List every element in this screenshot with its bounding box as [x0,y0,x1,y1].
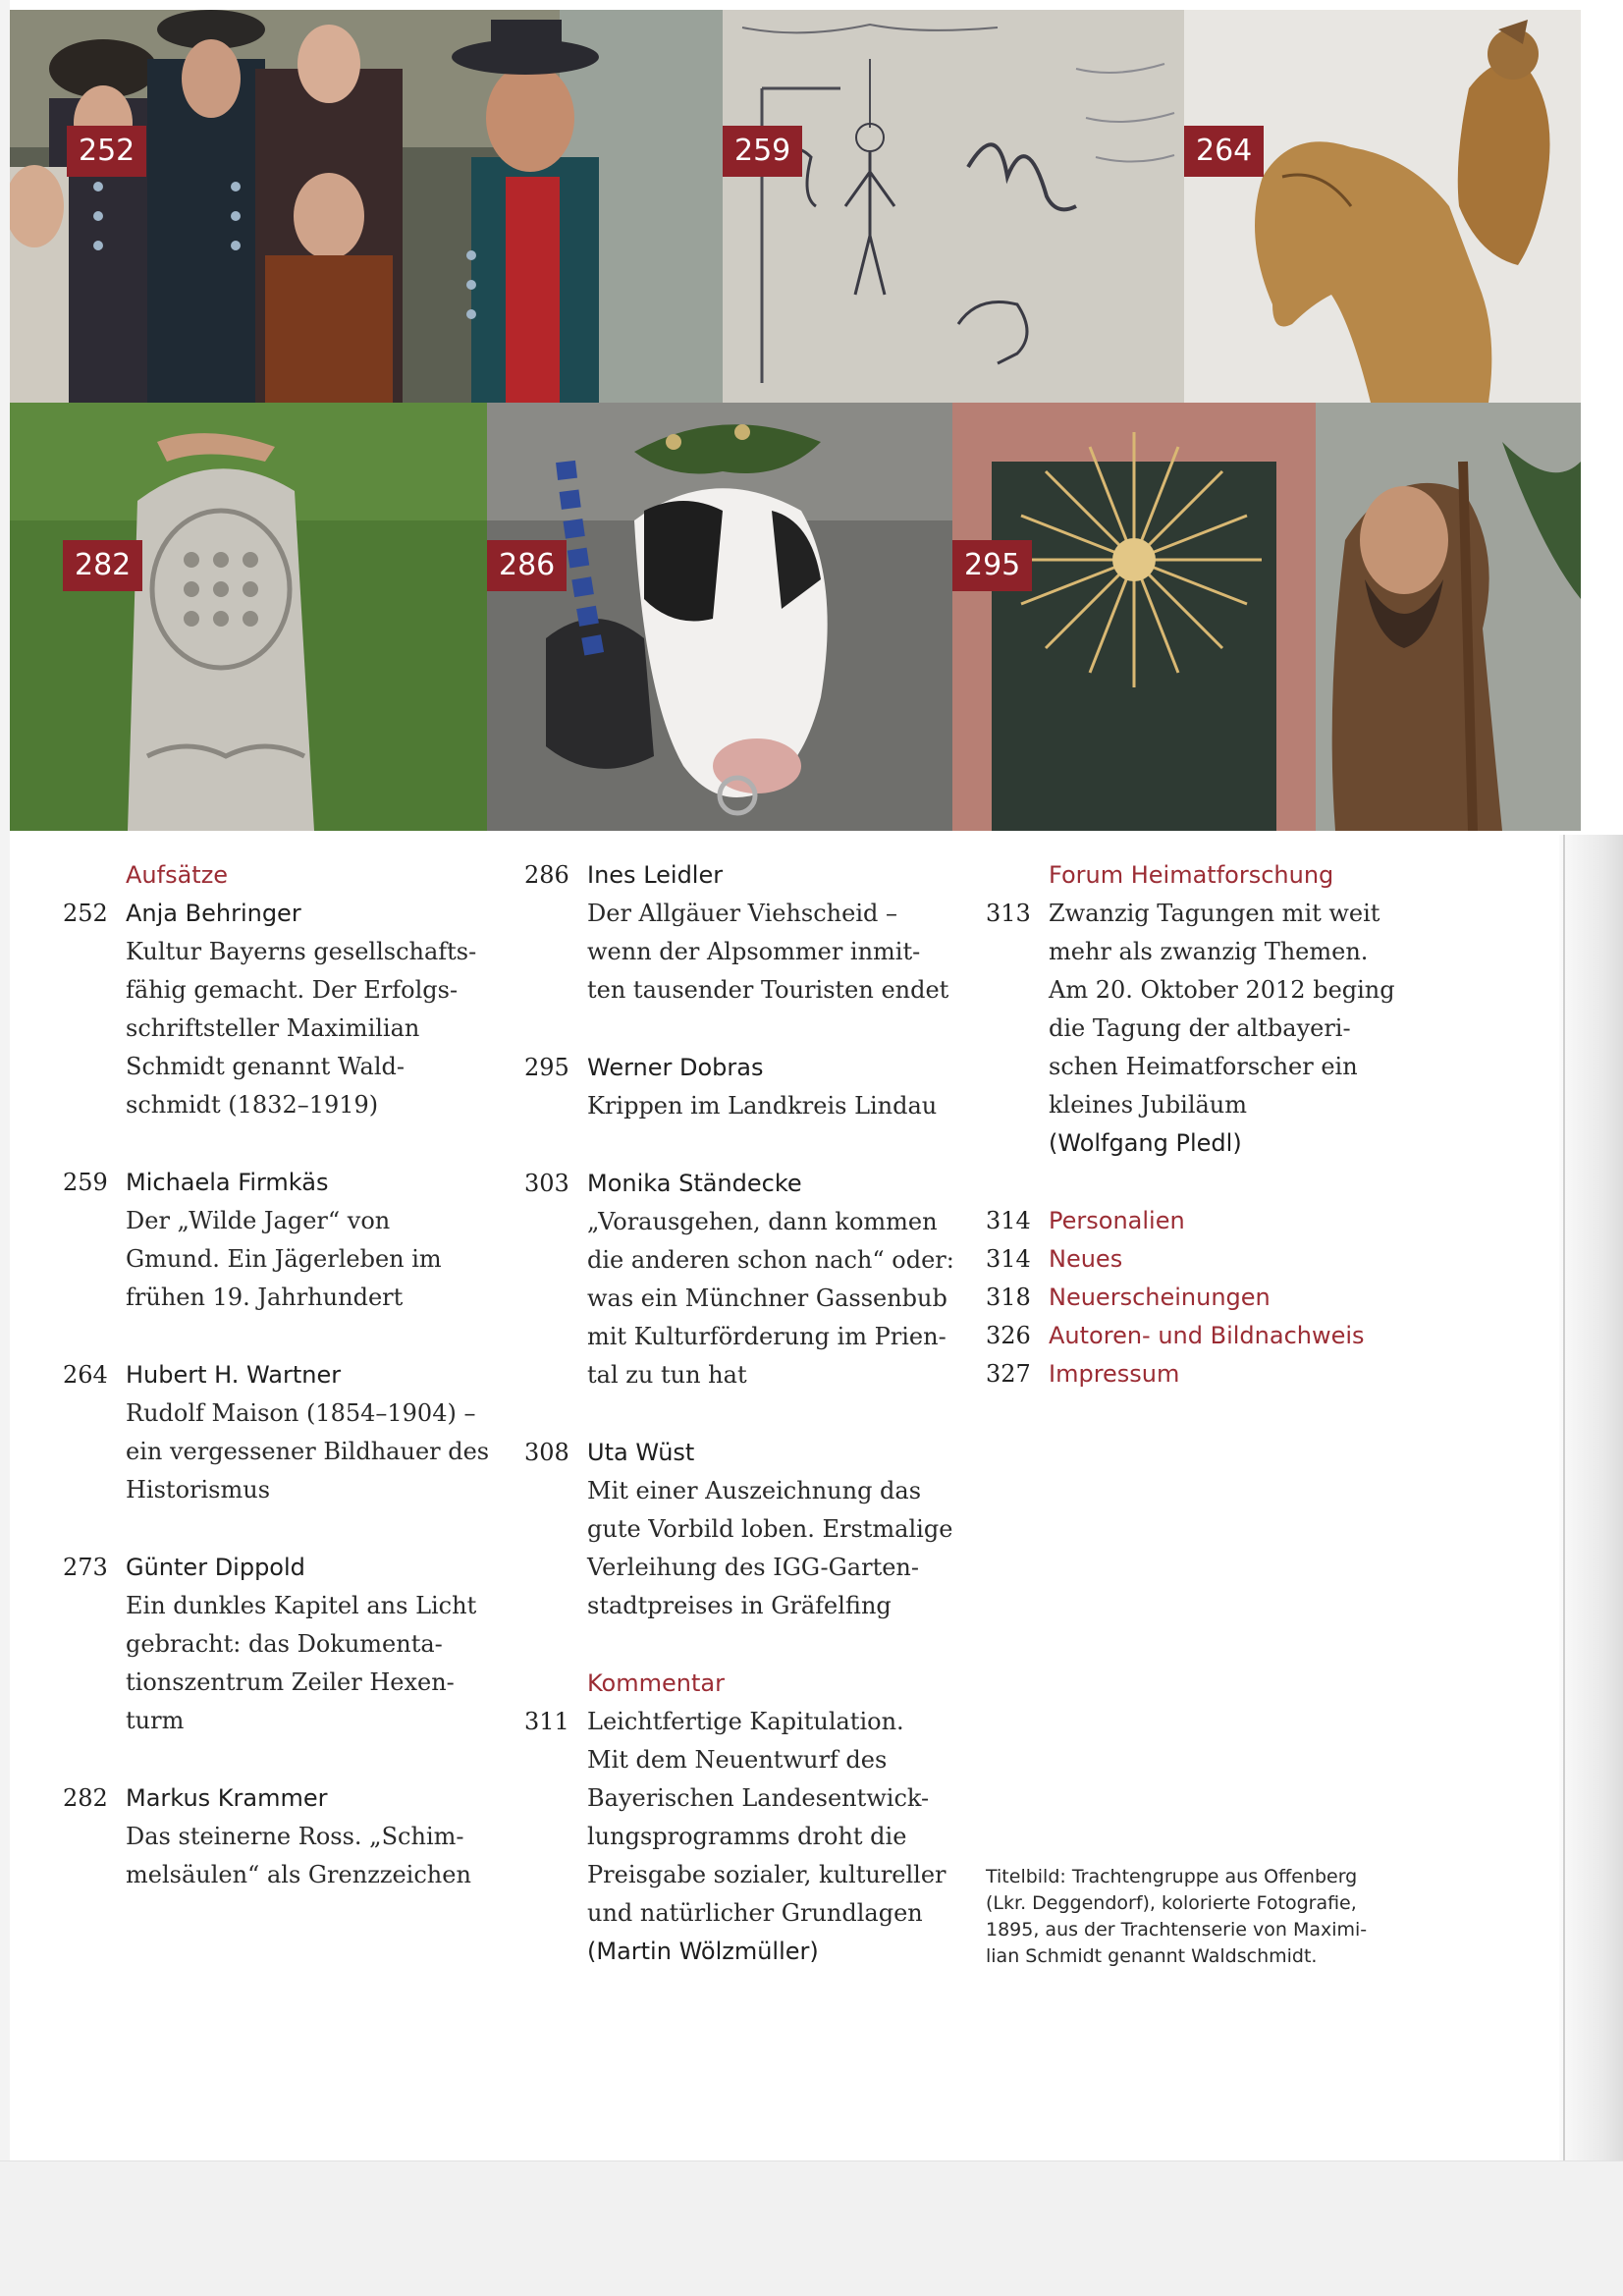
entry-title-line: turm [126,1707,185,1734]
page-number: 282 [63,1784,108,1812]
entry-author: Anja Behringer [126,900,301,927]
entry-title-line: Ein dunkles Kapitel ans Licht [126,1592,477,1619]
entry-title-line: Zwanzig Tagungen mit weit [1049,900,1380,927]
entry-author: Hubert H. Wartner [126,1361,342,1389]
page-number: 327 [986,1360,1031,1388]
page-tag-282: 282 [63,540,142,591]
entry-title-line: tal zu tun hat [587,1361,747,1389]
entry-title-line: fähig gemacht. Der Erfolgs- [126,976,459,1004]
entry-author: Uta Wüst [587,1439,695,1466]
page-tag-259: 259 [723,126,802,177]
page-number: 313 [986,900,1031,927]
entry-title-line: ein vergessener Bildhauer des [126,1438,490,1465]
entry-title-line: Krippen im Landkreis Lindau [587,1092,938,1120]
entry-title-line: Der Allgäuer Viehscheid – [587,900,897,927]
entry-title-line: schriftsteller Maximilian [126,1014,420,1042]
toc-entry-forum[interactable] [986,895,1408,1163]
entry-title-line: die anderen schon nach“ oder: [587,1246,954,1274]
entry-title-line: Leichtfertige Kapitulation. [587,1708,904,1735]
entry-title-line: mit Kulturförderung im Prien- [587,1323,947,1350]
entry-title-line: lungsprogramms droht die [587,1823,907,1850]
toc-entry[interactable] [524,1434,966,1625]
toc-entry[interactable] [63,1164,495,1317]
entry-title-line: Der „Wilde Jager“ von [126,1207,391,1234]
entry-author: Michaela Firmkäs [126,1169,329,1196]
toc-entry[interactable] [524,856,966,1010]
scan-edge-bottom [0,2160,1623,2296]
entry-author: Ines Leidler [587,861,724,889]
scan-page-edge-right [1559,835,1623,2180]
entry-title-line: wenn der Alpsommer inmit- [587,938,921,965]
photo-grenzstein [10,403,487,831]
scan-fold-line [1563,835,1565,2180]
entry-author: Werner Dobras [587,1054,764,1081]
entry-title-line: Das steinerne Ross. „Schim- [126,1823,464,1850]
toc-column-2 [524,856,966,1971]
section-heading-forum: Forum Heimatforschung [1049,861,1334,889]
page-number: 286 [524,861,569,889]
entry-author: (Martin Wölzmüller) [587,1938,819,1965]
entry-author: Monika Ständecke [587,1170,802,1197]
entry-title-line: und natürlicher Grundlagen [587,1899,923,1927]
entry-title-line: stadtpreises in Gräfelfing [587,1592,892,1619]
page-number: 318 [986,1284,1031,1311]
section-heading-aufsaetze: Aufsätze [126,861,229,889]
caption-line: lian Schmidt genannt Waldschmidt. [986,1945,1318,1967]
entry-title-line: gute Vorbild loben. Erstmalige [587,1515,953,1543]
entry-title-line: gebracht: das Dokumenta- [126,1630,443,1658]
toc-entry[interactable] [63,1549,495,1740]
toc-entry[interactable] [63,895,495,1124]
section-title: Neuerscheinungen [1049,1284,1271,1311]
entry-title-line: Verleihung des IGG-Garten- [587,1554,919,1581]
entry-title-line: mehr als zwanzig Themen. [1049,938,1369,965]
page-number: 259 [63,1169,108,1196]
page-tag-264: 264 [1184,126,1264,177]
page-number: 264 [63,1361,108,1389]
entry-title-line: was ein Münchner Gassenbub [587,1285,947,1312]
caption-line: 1895, aus der Trachtenserie von Maximi- [986,1919,1368,1941]
entry-title-line: Bayerischen Landesentwick- [587,1784,930,1812]
caption-line: Titelbild: Trachtengruppe aus Offenberg [986,1866,1358,1887]
toc-column-3 [986,856,1408,1394]
page-number: 311 [524,1708,569,1735]
entry-title-line: schen Heimatforscher ein [1049,1053,1358,1080]
toc-column-1 [63,856,495,1894]
photo-kuh-viehscheid [487,403,952,831]
entry-title-line: Schmidt genannt Wald- [126,1053,405,1080]
page-tag-286: 286 [487,540,567,591]
entry-title-line: Am 20. Oktober 2012 beging [1049,976,1395,1004]
page-number: 308 [524,1439,569,1466]
entry-title-line: frühen 19. Jahrhundert [126,1284,404,1311]
toc-section-personalien[interactable] [986,1202,1408,1240]
entry-title-line: Kultur Bayerns gesellschafts- [126,938,477,965]
entry-title-line: tionszentrum Zeiler Hexen- [126,1668,455,1696]
page-number: 303 [524,1170,569,1197]
entry-author: Günter Dippold [126,1554,305,1581]
entry-title-line: Preisgabe sozialer, kultureller [587,1861,947,1888]
entry-title-line: Historismus [126,1476,271,1503]
entry-title-line: Gmund. Ein Jägerleben im [126,1245,442,1273]
page-number: 314 [986,1207,1031,1234]
entry-author: Markus Krammer [126,1784,328,1812]
page-tag-295: 295 [952,540,1032,591]
entry-title-line: melsäulen“ als Grenzzeichen [126,1861,471,1888]
section-title: Personalien [1049,1207,1185,1234]
caption-line: (Lkr. Deggendorf), kolorierte Fotografie, [986,1892,1357,1914]
cover-caption [986,1864,1398,1970]
page-number: 314 [986,1245,1031,1273]
entry-title-line: kleines Jubiläum [1049,1091,1248,1119]
toc-section-autoren[interactable] [986,1317,1408,1355]
entry-title-line: „Vorausgehen, dann kommen [587,1208,938,1235]
page-number: 326 [986,1322,1031,1349]
page-number: 295 [524,1054,569,1081]
photo-trachtengruppe [10,10,723,403]
toc-section-neuerscheinungen[interactable] [986,1279,1408,1317]
toc-entry-kommentar[interactable] [524,1703,966,1971]
section-title: Impressum [1049,1360,1180,1388]
entry-title-line: die Tagung der altbayeri- [1049,1014,1351,1042]
toc-entry[interactable] [524,1165,966,1394]
toc-section-neues[interactable] [986,1240,1408,1279]
toc-entry[interactable] [524,1049,966,1125]
section-title: Neues [1049,1245,1123,1273]
entry-title-line: ten tausender Touristen endet [587,976,949,1004]
entry-title-line: Rudolf Maison (1854–1904) – [126,1399,476,1427]
page-number: 273 [63,1554,108,1581]
section-title: Autoren- und Bildnachweis [1049,1322,1365,1349]
entry-author: (Wolfgang Pledl) [1049,1129,1242,1157]
photo-handschrift-zeichnung [723,10,1184,403]
toc-entry[interactable] [63,1356,495,1509]
entry-title-line: schmidt (1832–1919) [126,1091,379,1119]
section-heading-kommentar: Kommentar [587,1669,725,1697]
photo-strohstern-krippe [952,403,1581,831]
toc-entry[interactable] [63,1779,495,1894]
page-number: 252 [63,900,108,927]
scan-edge-left [0,0,10,2296]
entry-title-line: Mit einer Auszeichnung das [587,1477,922,1504]
page-tag-252: 252 [67,126,146,177]
toc-section-impressum[interactable] [986,1355,1408,1394]
entry-title-line: Mit dem Neuentwurf des [587,1746,888,1774]
photo-reiterstatue [1184,10,1581,403]
